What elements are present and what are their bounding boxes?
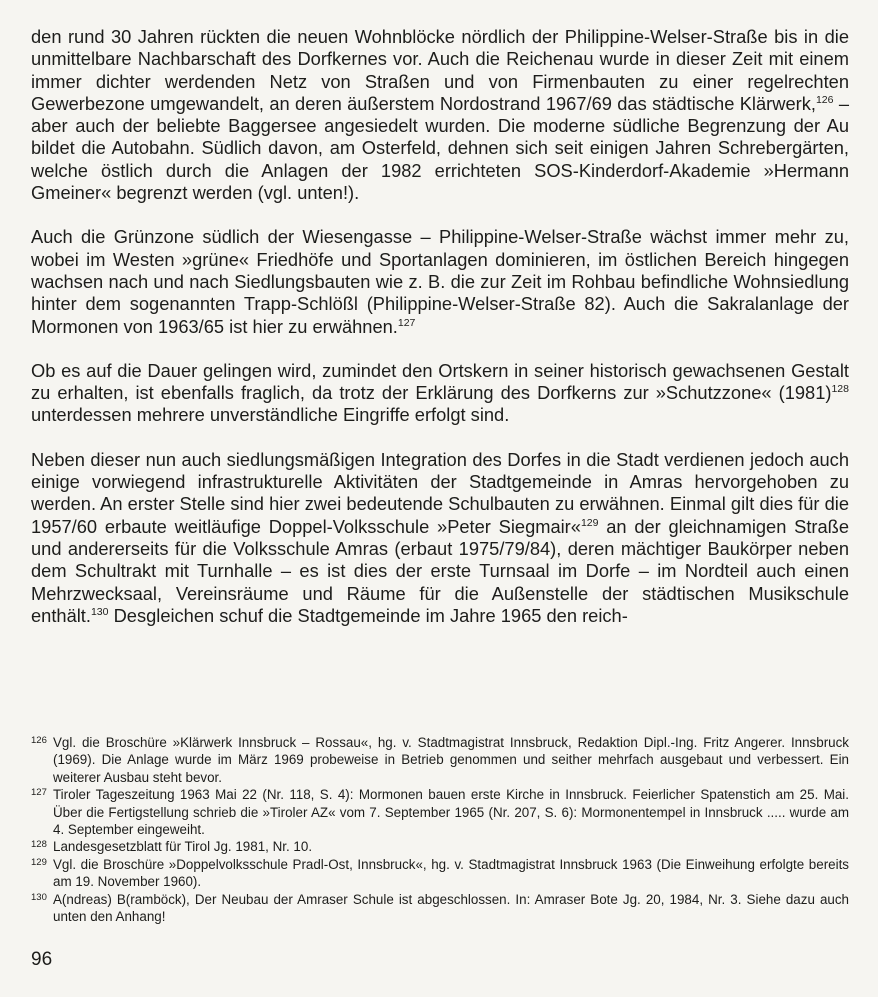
paragraph-1-text-a: den rund 30 Jahren rückten die neuen Wohnblöcke nördlich der Philippine-Welser-Straße bis in die unmittelbare Nachbarschaft des Dorfkernes vor. Auch die Reichenau wurde in dieser Zeit mit einem immer dichter werdenden Netz von Straßen und von Firmenbauten zu einer regelrechten Gewerbezone umgewandelt, an deren äußerstem Nordostrand 1967/69 das städtische Klärwerk, — [31, 26, 849, 114]
footnote-text: Landesgesetzblatt für Tirol Jg. 1981, Nr. 10. — [53, 839, 313, 855]
footnote-ref-126: 126 — [815, 93, 834, 106]
paragraph-4-text-a: Neben dieser nun auch siedlungsmäßigen Integration des Dorfes in die Stadt verdienen jedoch auch einige vorwiegend infrastrukturelle Aktivitäten der Stadtgemeinde in Amras hervorgehoben zu werden. An erster Stelle sind hier zwei bedeutende Schulbauten zu erwähnen. Einmal gilt dies für die 1957/60 erbaute weitläufige Doppel-Volksschule »Peter Siegmair« — [31, 448, 849, 537]
footnote-number: 129 — [31, 856, 47, 868]
page-number: 96 — [31, 949, 53, 970]
paragraph-4 — [31, 449, 849, 627]
paragraph-3-text-a: Ob es auf die Dauer gelingen wird, zumindet den Ortskern in seiner historisch gewachsenen Gestalt zu erhalten, ist ebenfalls fraglich, da trotz der Erklärung des Dorfkerns zur »Schutzzone« (1981) — [31, 359, 849, 404]
footnote-129 — [31, 856, 849, 891]
paragraph-4-text-c: Desgleichen schuf die Stadtgemeinde im Jahre 1965 den reich- — [108, 604, 628, 626]
footnote-128 — [31, 838, 849, 855]
footnote-number: 127 — [31, 787, 47, 799]
footnote-ref-127: 127 — [397, 316, 416, 329]
main-text — [31, 26, 849, 627]
paragraph-4-text-b: an der gleichnamigen Straße und andererseits für die Volksschule Amras (erbaut 1975/79/84), deren mächtiger Baukörper neben dem Schultrakt mit Turnhalle – es ist dies der erste Turnsaal im Dorfe – im Nordteil auch einen Mehrzwecksaal, Vereinsräume und Räume für die Außenstelle der städtischen Musikschule enthält. — [31, 515, 849, 626]
paragraph-2-text: Auch die Grünzone südlich der Wiesengasse – Philippine-Welser-Straße wächst immer mehr zu, wobei im Westen »grüne« Friedhöfe und Sportanlagen dominieren, im östlichen Bereich hingegen wachsen nach und nach Siedlungsbauten wie z. B. die zur Zeit im Rohbau befindliche Wohnsiedlung hinter dem sogenannten Trapp-Schlößl (Philippine-Welser-Straße 82). Auch die Sakralanlage der Mormonen von 1963/65 ist hier zu erwähnen. — [31, 226, 849, 337]
paragraph-3-text-b: unterdessen mehrere unverständliche Eingriffe erfolgt sind. — [31, 404, 510, 426]
paragraph-1-text-b: – aber auch der beliebte Baggersee angesiedelt wurden. Die moderne südliche Begrenzung der Au bildet die Autobahn. Südlich davon, am Osterfeld, dehnen sich seit einigen Jahren Schrebergärten, welche östlich durch die Anlagen der 1982 errichteten SOS-Kinderdorf-Akademie »Hermann Gmeiner« begrenzt werden (vgl. unten!). — [31, 92, 849, 204]
paragraph-3 — [31, 360, 849, 427]
footnote-number: 126 — [31, 735, 47, 746]
footnote-130 — [31, 891, 849, 926]
footnote-127 — [31, 786, 849, 838]
footnote-ref-128: 128 — [831, 383, 849, 396]
footnote-text: A(ndreas) B(ramböck), Der Neubau der Amraser Schule ist abgeschlossen. In: Amraser Bote Jg. 20, 1984, Nr. 3. Siehe dazu auch unten den Anhang! — [53, 891, 849, 925]
footnote-126 — [31, 734, 849, 786]
footnote-text: Vgl. die Broschüre »Doppelvolksschule Pradl-Ost, Innsbruck«, hg. v. Stadtmagistrat Innsbruck 1963 (Die Einweihung erfolgte bereits am 19. November 1960). — [53, 856, 849, 890]
footnote-ref-130: 130 — [90, 605, 109, 618]
paragraph-2 — [31, 226, 849, 337]
footnotes — [31, 734, 849, 925]
paragraph-1 — [31, 26, 849, 204]
footnote-number: 130 — [31, 891, 47, 903]
footnote-text: Tiroler Tageszeitung 1963 Mai 22 (Nr. 118, S. 4): Mormonen bauen erste Kirche in Innsbruck. Feierlicher Spatenstich am 25. Mai. Über die Fertigstellung schrieb die »Tiroler AZ« vom 7. September 1965 (Nr. 207, S. 6): Mormonentempel in Innsbruck ..... wurde am 4. September eingeweiht. — [53, 787, 849, 838]
footnote-number: 128 — [31, 839, 47, 851]
footnote-text: Vgl. die Broschüre »Klärwerk Innsbruck – Rossau«, hg. v. Stadtmagistrat Innsbruck, Redaktion Dipl.-Ing. Fritz Angerer. Innsbruck (1969). Die Anlage wurde im März 1969 probeweise in Betrieb genommen und seither mehrfach ausgebaut und verbessert. Ein weiterer Ausbau steht bevor. — [53, 735, 849, 785]
footnote-ref-129: 129 — [580, 516, 599, 529]
